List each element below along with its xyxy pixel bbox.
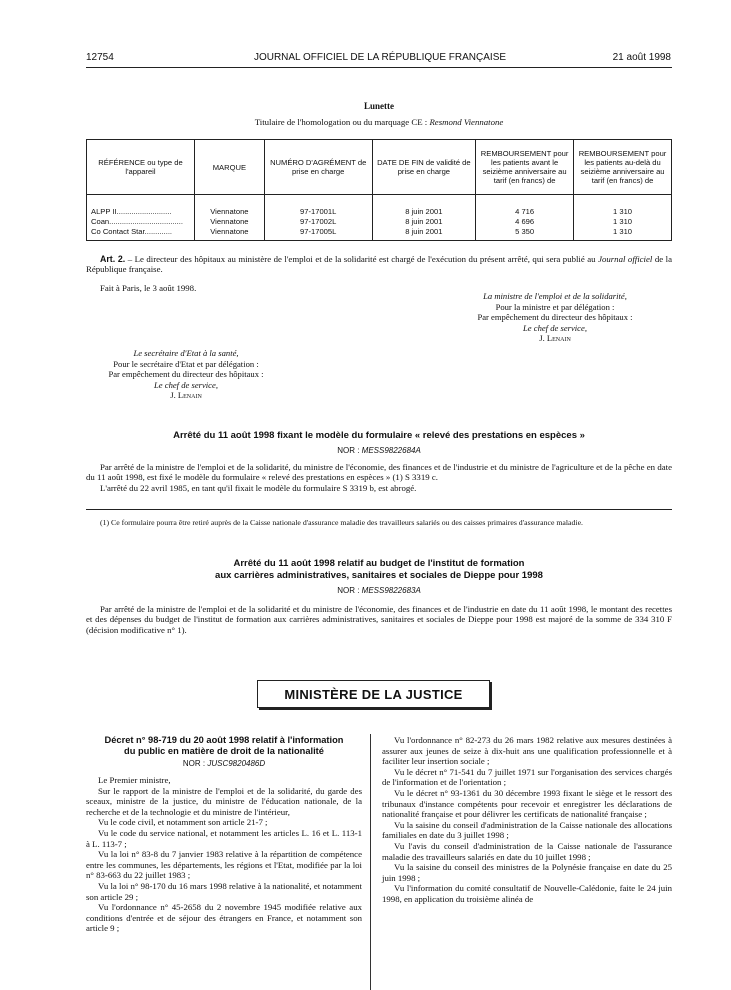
article-label: Art. 2.: [100, 254, 126, 264]
decret-nor: NOR : JUSC9820486D: [182, 759, 266, 768]
signature-right: La ministre de l'emploi et de la solidarité, Pour la ministre et par délégation : Par empêchement du directeur des hôpitaux : Le chef de service, J. Lenain: [440, 291, 670, 344]
cell-date: 8 juin 2001: [372, 217, 476, 227]
visa-paragraph: Vu la saisine du conseil des ministres de la Polynésie française en date du 25 juin 1998 ;: [382, 862, 672, 883]
signatory-name: J. Lenain: [539, 333, 571, 344]
table-row: [87, 227, 672, 241]
cell-avant: 4 716: [476, 195, 574, 218]
header-remb-avant: REMBOURSEMENT pour les patients avant le seizième anniversaire au tarif (en francs) de: [476, 140, 574, 195]
visa-paragraph: Vu l'ordonnance n° 45-2658 du 2 novembre 1945 modifiée relative aux conditions d'entrée et de séjour des étrangers en France, et notamment son article 9 ;: [86, 902, 362, 934]
header-reference: RÉFÉRENCE ou type de l'appareil: [87, 140, 195, 195]
article-2: Art. 2. – Le directeur des hôpitaux au ministère de l'emploi et de la solidarité est chargé de l'exécution du présent arrêté, qui sera publié au Journal officiel de la République française.: [86, 254, 672, 275]
visa-paragraph: Vu la loi n° 83-8 du 7 janvier 1983 relative à la répartition de compétence entre les communes, les départements, les régions et l'Etat, modifiée par la loi n° 83-663 du 22 juillet 1983 ;: [86, 849, 362, 881]
holder-name: Resmond Viennatone: [429, 117, 504, 127]
arrete2-title: Arrêté du 11 août 1998 relatif au budget de l'institut de formation aux carrières administratives, sanitaires et sociales de Dieppe pour 1998: [215, 558, 543, 581]
visa-paragraph: Vu l'ordonnance n° 82-273 du 26 mars 1982 relative aux mesures destinées à assurer aux jeunes de seize à dix-huit ans une qualification professionnelle et à faciliter leur insertion sociale ;: [382, 735, 672, 767]
table-header-row: [87, 140, 672, 195]
cell-ref: ALPP II..........................: [87, 195, 195, 218]
cell-numero: 97-17002L: [264, 217, 372, 227]
decret-title: Décret n° 98-719 du 20 août 1998 relatif à l'information du public en matière de droit de la nationalité: [104, 735, 344, 756]
footnote-rule: [86, 509, 672, 510]
visa-paragraph: Vu le décret n° 93-1361 du 30 décembre 1993 fixant le siège et le ressort des tribunaux d'instance compétents pour recevoir et enregistrer les déclarations de nationalité française et pour délivrer les certificats de nationalité française ;: [382, 787, 672, 820]
journal-ref: Journal officiel: [598, 254, 653, 264]
cell-ref: Coan...................................: [87, 217, 195, 227]
visa-paragraph: Vu le code du service national, et notamment les articles L. 16 et L. 113-1 à L. 113-7 ;: [86, 827, 362, 849]
nor-code: MESS9822683A: [361, 586, 421, 595]
visa-paragraph: Vu le décret n° 71-541 du 7 juillet 1971 sur l'organisation des services chargés de l'information et de l'orientation ;: [382, 766, 672, 788]
table-row: [87, 195, 672, 218]
cell-marque: Viennatone: [194, 217, 264, 227]
signatory-name: J. Lenain: [170, 390, 202, 401]
arrete2-body: Par arrêté de la ministre de l'emploi et de la solidarité et du ministre de l'économie, des finances et de l'industrie en date du 11 août 1998, le montant des recettes et des dépenses du budget de l'institut de formation aux carrières administratives, sanitaires et sociales de Dieppe pour 1998 est majoré de la somme de 334 310 F (décision modificative n° 1).: [86, 604, 672, 635]
header-numero: NUMÉRO D'AGRÉMENT de prise en charge: [264, 140, 372, 195]
table-row: [87, 217, 672, 227]
visa-paragraph: Vu l'information du comité consultatif de Nouvelle-Calédonie, faite le 24 juin 1998, en application du troisième alinéa de: [382, 883, 672, 904]
cell-ref: Co Contact Star.............: [87, 227, 195, 241]
nor-code: JUSC9820486D: [207, 759, 266, 768]
arrete2-nor: NOR : MESS9822683A: [337, 586, 421, 595]
cell-date: 8 juin 2001: [372, 227, 476, 241]
holder-line: [86, 117, 672, 127]
arrete1-nor: NOR : MESS9822684A: [337, 446, 421, 455]
page-number: 12754: [86, 52, 114, 63]
arrete1-body: Par arrêté de la ministre de l'emploi et de la solidarité, du ministre de l'économie, des finances et de l'industrie et du ministre de l'agriculture et de la pêche en date du 11 août 1998, est fixé le modèle du formulaire « relevé des prestations en espèces » (1) S 3319 c. L'arrêté du 22 avril 1985, en tant qu'il fixait le modèle du formulaire S 3319 b, est abrogé.: [86, 462, 672, 493]
column-divider: [370, 734, 371, 990]
cell-date: 8 juin 2001: [372, 195, 476, 218]
visa-paragraph: Vu la loi n° 98-170 du 16 mars 1998 relative à la nationalité, et notamment son article 29 ;: [86, 880, 362, 902]
cell-apres: 1 310: [574, 217, 672, 227]
cell-avant: 5 350: [476, 227, 574, 241]
cell-marque: Viennatone: [194, 195, 264, 218]
signature-left: Le secrétaire d'Etat à la santé, Pour le secrétaire d'Etat et par délégation : Par empêchement du directeur des hôpitaux : Le chef de service, J. Lenain: [86, 348, 286, 401]
done-at: Fait à Paris, le 3 août 1998.: [100, 283, 197, 293]
arrete1-title: Arrêté du 11 août 1998 fixant le modèle du formulaire « relevé des prestations en espèces »: [173, 430, 585, 441]
header-remb-apres: REMBOURSEMENT pour les patients au-delà du seizième anniversaire au tarif (en francs) de: [574, 140, 672, 195]
header-date: 21 août 1998: [612, 52, 671, 63]
visa-paragraph: Sur le rapport de la ministre de l'emploi et de la solidarité, du garde des sceaux, ministre de la justice, du ministre de l'éducation nationale, de la recherche et de la technologie et du ministre de l'intérieur,: [86, 785, 362, 817]
visa-paragraph: Vu la saisine du conseil d'administration de la Caisse nationale des allocations familiales en date du 3 juillet 1998 ;: [382, 819, 672, 841]
journal-title: JOURNAL OFFICIEL DE LA RÉPUBLIQUE FRANÇAISE: [253, 52, 507, 63]
cell-numero: 97-17001L: [264, 195, 372, 218]
visa-paragraph: Vu le code civil, et notamment son article 21-7 ;: [98, 817, 268, 828]
cell-avant: 4 696: [476, 217, 574, 227]
header-rule: [86, 67, 672, 68]
visa-paragraph: Vu l'avis du conseil d'administration de la Caisse nationale de l'assurance maladie des travailleurs salariés en date du 10 juillet 1998 ;: [382, 840, 672, 862]
decret-left-column: [86, 735, 362, 934]
cell-marque: Viennatone: [194, 227, 264, 241]
header-date-fin: DATE DE FIN de validité de prise en charge: [372, 140, 476, 195]
cell-numero: 97-17005L: [264, 227, 372, 241]
section-title-lunette: Lunette: [364, 101, 394, 111]
holder-label: Titulaire de l'homologation ou du marquage CE :: [254, 117, 428, 127]
footnote: (1) Ce formulaire pourra être retiré auprès de la Caisse nationale d'assurance maladie des travailleurs salariés ou des caisses primaires d'assurance maladie.: [100, 518, 583, 527]
header-marque: MARQUE: [194, 140, 264, 195]
cell-apres: 1 310: [574, 195, 672, 218]
cell-apres: 1 310: [574, 227, 672, 241]
visa-paragraph: Le Premier ministre,: [98, 775, 171, 785]
ministry-heading: MINISTÈRE DE LA JUSTICE: [257, 680, 490, 708]
nor-code: MESS9822684A: [361, 446, 421, 455]
decret-right-column: [382, 735, 672, 905]
homologation-table: [86, 139, 672, 241]
